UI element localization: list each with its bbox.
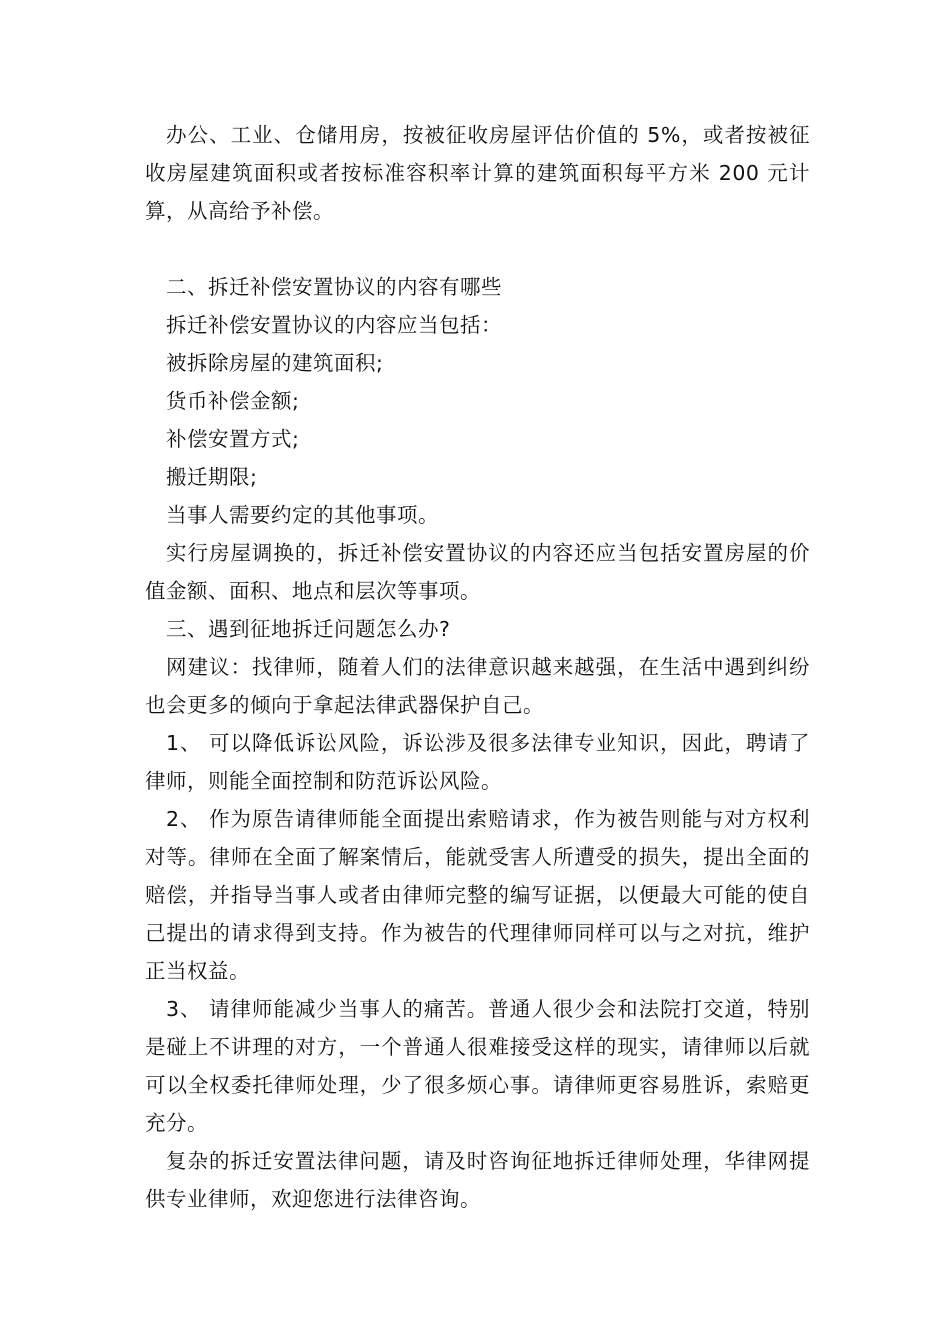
numbered-item-3: 3、 请律师能减少当事人的痛苦。普通人很少会和法院打交道，特别是碰上不讲理的对方，一个普通人很难接受这样的现实，请律师以后就可以全权委托律师处理，少了很多烦心事。请律师更容易胜诉，索赔更充分。 [145, 997, 810, 1135]
section-heading-agreement-contents: 二、拆迁补偿安置协议的内容有哪些 [166, 275, 502, 299]
list-item-resettlement-method: 补偿安置方式; [166, 427, 300, 451]
paragraph-agreement-intro: 拆迁补偿安置协议的内容应当包括： [166, 313, 502, 337]
paragraph-closing: 复杂的拆迁安置法律问题，请及时咨询征地拆迁律师处理，华律网提供专业律师，欢迎您进行法律咨询。 [145, 1149, 810, 1211]
numbered-item-1: 1、 可以降低诉讼风险，诉讼涉及很多法律专业知识，因此，聘请了律师，则能全面控制和防范诉讼风险。 [145, 731, 810, 793]
section-heading-what-to-do: 三、遇到征地拆迁问题怎么办? [166, 617, 451, 641]
paragraph-property-exchange: 实行房屋调换的，拆迁补偿安置协议的内容还应当包括安置房屋的价值金额、面积、地点和层次等事项。 [145, 541, 810, 603]
paragraph-compensation-nonresidential: 办公、工业、仓储用房，按被征收房屋评估价值的 5%，或者按被征收房屋建筑面积或者按标准容积率计算的建筑面积每平方米 200 元计算，从高给予补偿。 [145, 123, 810, 223]
paragraph-advice-find-lawyer: 网建议：找律师，随着人们的法律意识越来越强，在生活中遇到纠纷也会更多的倾向于拿起法律武器保护自己。 [145, 655, 810, 717]
list-item-relocation-deadline: 搬迁期限; [166, 465, 258, 489]
list-item-compensation-amount: 货币补偿金额; [166, 389, 300, 413]
list-item-other-matters: 当事人需要约定的其他事项。 [166, 503, 439, 527]
blank-line [145, 230, 810, 268]
list-item-building-area: 被拆除房屋的建筑面积; [166, 351, 384, 375]
document-body [145, 116, 810, 1218]
numbered-item-2: 2、 作为原告请律师能全面提出索赔请求，作为被告则能与对方权利对等。律师在全面了解案情后，能就受害人所遭受的损失，提出全面的赔偿，并指导当事人或者由律师完整的编写证据，以便最大可能的使自己提出的请求得到支持。作为被告的代理律师同样可以与之对抗，维护正当权益。 [145, 807, 810, 983]
